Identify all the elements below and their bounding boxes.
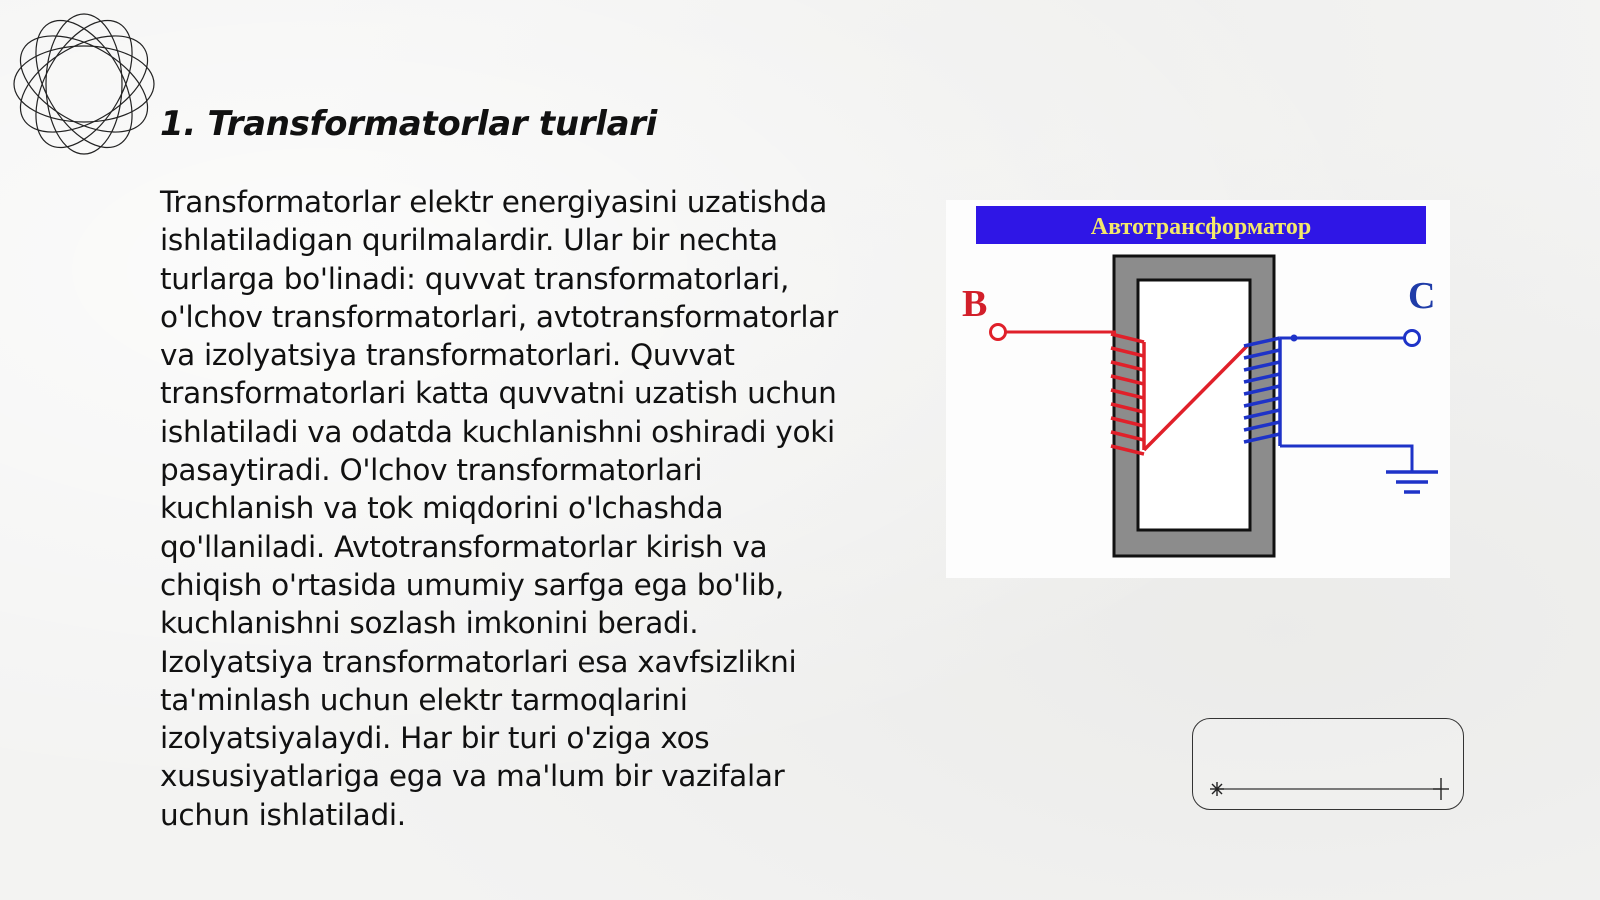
output-terminal [1405,331,1420,346]
cross-icon [1433,778,1449,800]
body-paragraph: Transformatorlar elektr energiyasini uzatishda ishlatiladigan qurilmalardir. Ular bir nechta turlarga bo'linadi: quvvat transformatorlari, o'lchov transformatorlari, avtotransformatorlar va izolyatsiya transformatorlari. Quvvat transformatorlari katta quvvatni uzatish uchun ishlatiladi va odatda kuchlanishni oshiradi yoki pasaytiradi. O'lchov transformatorlari kuchlanish va tok miqdorini o'lchashda qo'llaniladi. Avtotransformatorlar kirish va chiqish o'rtasida umumiy sarfga ega bo'lib, kuchlanishni sozlash imkonini beradi. Izolyatsiya transformatorlari esa xavfsizlikni ta'minlash uchun elektr tarmoqlarini izolyatsiyalaydi. Har bir turi o'ziga xos xususiyatlariga ega va ma'lum bir vazifalar uchun ishlatiladi. [160,185,838,832]
starburst-icon [1210,782,1224,796]
terminal-label-c: C [1408,275,1436,317]
decorative-frame [1192,718,1464,810]
input-terminal [991,325,1006,340]
diagram-banner-text: Автотрансформатор [1090,214,1312,240]
ornament-icon [10,10,158,158]
autotransformer-diagram [946,200,1450,578]
ground-icon [1386,472,1438,492]
slide-title: 1. Transformatorlar turlari [160,104,658,144]
terminal-label-b: B [962,283,988,325]
